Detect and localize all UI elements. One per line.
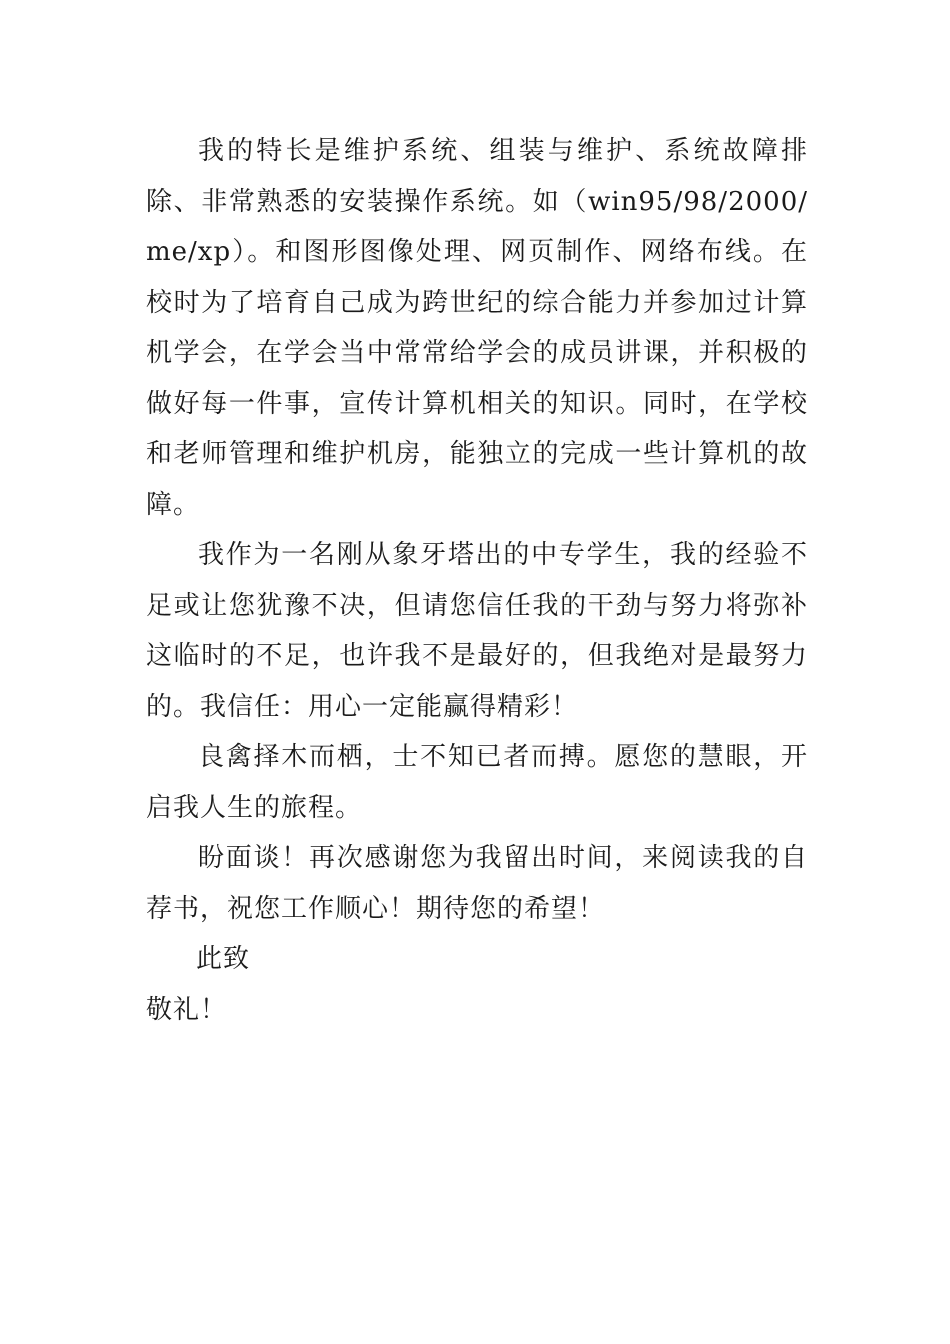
paragraph-thanks: 盼面谈！再次感谢您为我留出时间，来阅读我的自荐书，祝您工作顺心！期待您的希望！ xyxy=(146,843,808,924)
paragraph-experience: 我作为一名刚从象牙塔出的中专学生，我的经验不足或让您犹豫不决，但请您信任我的干劲与努力将弥补这临时的不足，也许我不是最好的，但我绝对是最努力的。我信任：用心一定能赢得精彩！ xyxy=(146,540,808,722)
paragraph-hope: 良禽择木而栖，士不知已者而搏。愿您的慧眼，开启我人生的旅程。 xyxy=(146,742,808,823)
paragraph-skills: 我的特长是维护系统、组装与维护、系统故障排除、非常熟悉的安装操作系统。如（win95/98/2000/me/xp）。和图形图像处理、网页制作、网络布线。在校时为了培育自己成为跨世纪的综合能力并参加过计算机学会，在学会当中常常给学会的成员讲课，并积极的做好每一件事，宣传计算机相关的知识。同时，在学校和老师管理和维护机房，能独立的完成一些计算机的故障。 xyxy=(146,136,808,520)
letter-body xyxy=(146,126,808,1035)
salutation-line: 敬礼！ xyxy=(146,994,228,1025)
closing-line: 此致 xyxy=(196,944,251,974)
